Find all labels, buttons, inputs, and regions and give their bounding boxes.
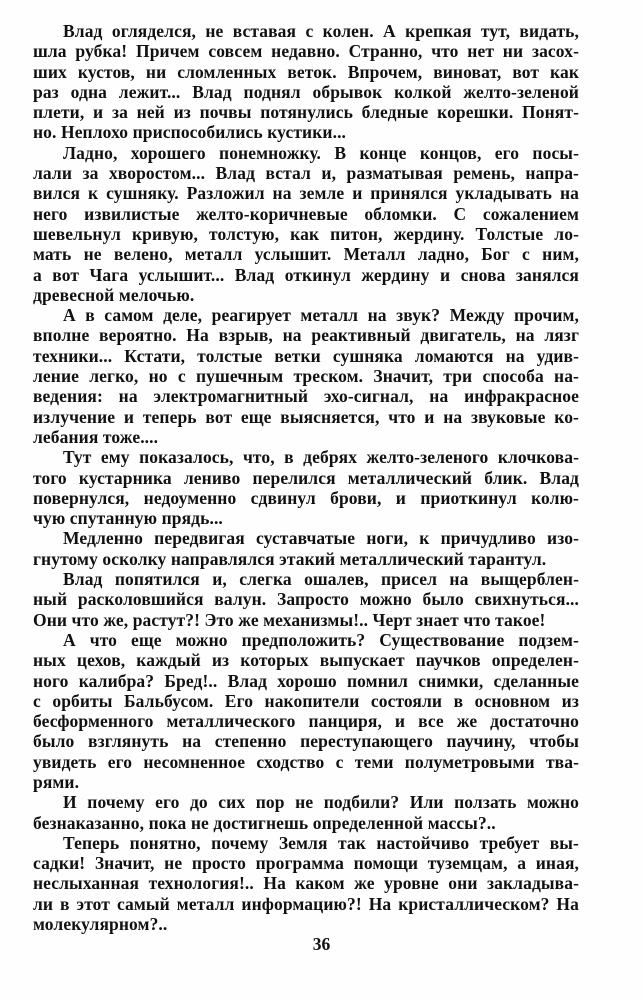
text-line: раз одна лежит... Влад поднял обрывок колкой желто-зеленой bbox=[33, 81, 579, 102]
text-line: Ладно, хорошего понемножку. В конце концов, его посы- bbox=[63, 142, 579, 163]
text-line: А в самом деле, реагирует металл на звук? Между прочим, bbox=[63, 305, 579, 326]
text-line: шевельнул кривую, толстую, как питон, жердину. Толстые ло- bbox=[33, 223, 579, 244]
text-line: техники... Кстати, толстые ветки сушняка ломаются на удив- bbox=[33, 345, 579, 366]
text-line: ших кустов, ни сломленных веток. Впрочем, виноват, вот как bbox=[33, 61, 579, 82]
text-line: неслыханная технология!.. На каком же уровне они закладыва- bbox=[33, 873, 579, 894]
paragraph bbox=[33, 630, 579, 792]
text-line: гнутому осколку направлялся этакий металлический тарантул. bbox=[33, 548, 547, 569]
text-line: Тут ему показалось, что, в дебрях желто-зеленого клочкова- bbox=[63, 447, 579, 468]
text-line: ного калибра? Бред!.. Влад хорошо помнил снимки, сделанные bbox=[33, 670, 579, 691]
text-line: того кустарника лениво перелился металлический блик. Влад bbox=[33, 467, 579, 488]
text-line: увидеть его несомненное сходство с теми полуметровыми тва- bbox=[33, 751, 579, 772]
paragraph bbox=[33, 21, 579, 143]
text-block bbox=[33, 21, 579, 934]
text-line: вился к сушняку. Разложил на земле и принялся укладывать на bbox=[33, 183, 579, 204]
text-line: А что еще можно предположить? Существование подзем- bbox=[63, 629, 579, 650]
paragraph bbox=[33, 528, 579, 569]
text-line: ный расколовшийся валун. Запросто можно было свихнуться... bbox=[33, 589, 579, 610]
text-line: ных цехов, каждый из которых выпускает паучков определен- bbox=[33, 650, 579, 671]
text-line: лали за хворостом... Влад встал и, разматывая ремень, напра- bbox=[33, 163, 579, 184]
text-line: с орбиты Бальбусом. Его накопители состояли в основном из bbox=[33, 690, 579, 711]
text-line: молекулярном?.. bbox=[33, 914, 168, 935]
text-line: излучение и теперь вот еще выясняется, что и на звуковые ко- bbox=[33, 406, 579, 427]
text-line: было взглянуть на степенно переступающего паучину, чтобы bbox=[33, 731, 579, 752]
text-line: повернулся, недоуменно сдвинул брови, и приоткинул колю- bbox=[33, 487, 579, 508]
text-line: плети, и за ней из почвы потянулись бледные корешки. Понят- bbox=[33, 102, 579, 123]
text-line: древесной мелочью. bbox=[33, 284, 195, 305]
paragraph bbox=[33, 143, 579, 305]
text-line: Влад огляделся, не вставая с колен. А крепкая тут, видать, bbox=[63, 21, 579, 41]
text-line: Теперь понятно, почему Земля так настойчиво требует вы- bbox=[63, 832, 579, 853]
text-line: а вот Чага услышит... Влад откинул жердину и снова занялся bbox=[33, 264, 579, 285]
text-line: лебания тоже.... bbox=[33, 426, 159, 447]
text-line: шла рубка! Причем совсем недавно. Странно, что нет ни засох- bbox=[33, 41, 579, 62]
text-line: ление легко, но с пушечным треском. Значит, три способа на- bbox=[33, 366, 579, 387]
text-line: садки! Значит, не просто программа помощи туземцам, а иная, bbox=[33, 853, 579, 874]
page-number: 36 bbox=[312, 934, 331, 954]
paragraph bbox=[33, 447, 579, 528]
paragraph bbox=[33, 569, 579, 630]
text-line: бесформенного металлического панциря, и все же достаточно bbox=[33, 711, 579, 732]
text-line: вполне вероятно. На взрыв, на реактивный двигатель, на лязг bbox=[33, 325, 579, 346]
text-line: ведения: на электромагнитный эхо-сигнал, на инфракрасное bbox=[33, 386, 579, 407]
text-line: ли в этот самый металл информацию?! На кристаллическом? На bbox=[33, 893, 579, 914]
text-line: него извилистые желто-коричневые обломки. С сожалением bbox=[33, 203, 579, 224]
text-line: рями. bbox=[33, 771, 80, 792]
text-line: безнаказанно, пока не достигнешь определенной массы?.. bbox=[33, 812, 496, 833]
text-line: мать не велено, металл услышит. Металл ладно, Бог с ним, bbox=[33, 244, 579, 265]
text-line: Медленно передвигая суставчатые ноги, к причудливо изо- bbox=[63, 528, 579, 549]
paragraph bbox=[33, 833, 579, 934]
text-line: И почему его до сих пор не подбили? Или ползать можно bbox=[63, 792, 579, 813]
text-line: чую спутанную прядь... bbox=[33, 508, 223, 529]
text-line: но. Неплохо приспособились кустики... bbox=[33, 122, 347, 143]
text-line: Они что же, растут?! Это же механизмы!.. Черт знает что такое! bbox=[33, 609, 546, 630]
paragraph bbox=[33, 305, 579, 447]
paragraph bbox=[33, 792, 579, 833]
text-line: Влад попятился и, слегка ошалев, присел на выщерблен- bbox=[63, 569, 579, 590]
